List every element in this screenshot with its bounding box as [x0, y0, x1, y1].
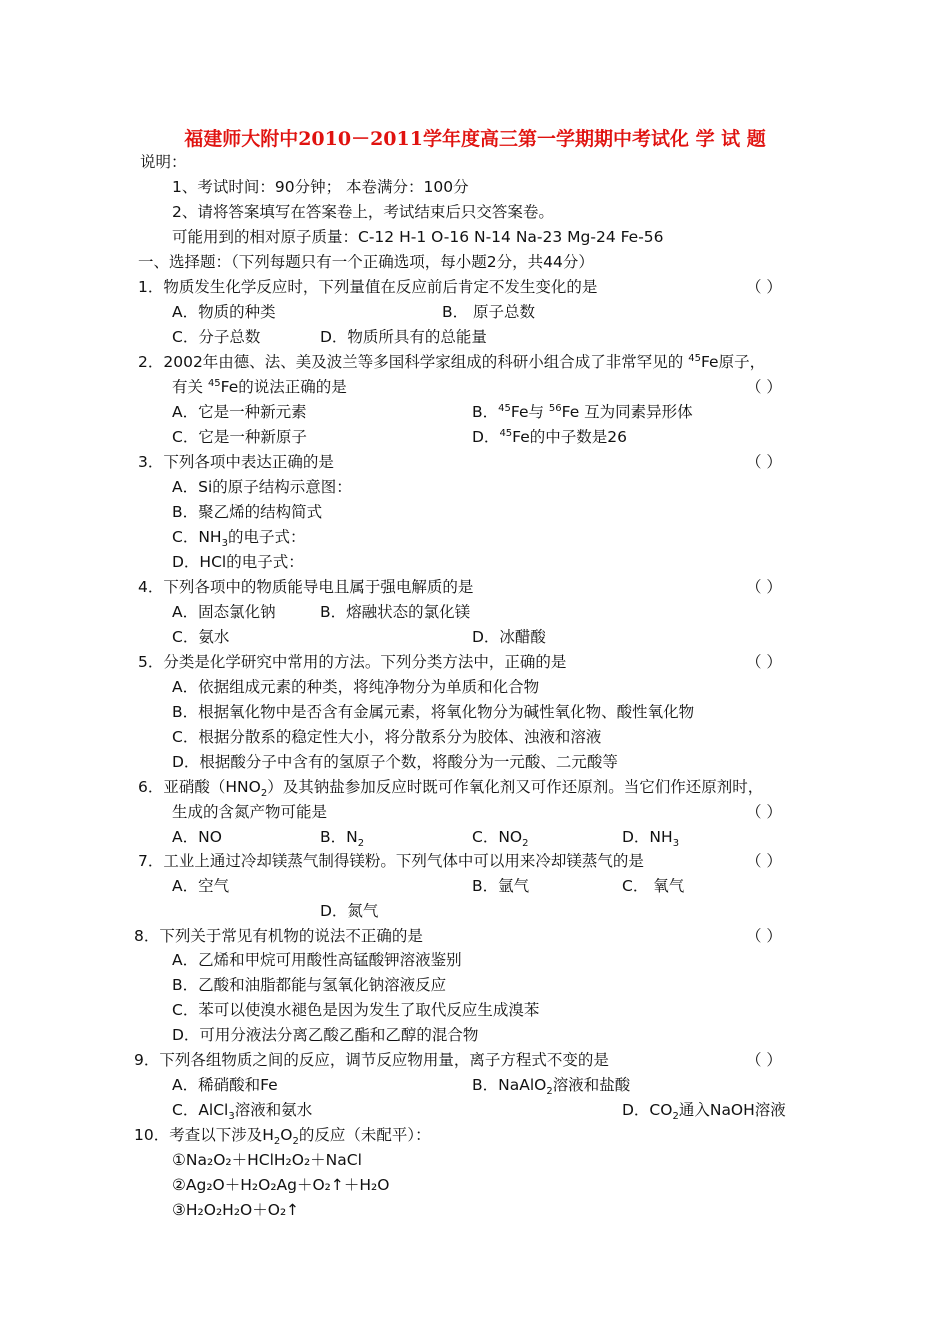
question-4-option-a: A．固态氯化钠	[172, 603, 276, 621]
question-6-option-c: C．$NO_2$	[472, 828, 529, 850]
question-2-stem: 2．2002年由德、法、美及波兰等多国科学家组成的科研小组合成了非常罕见的 $^{45}$Fe原子，	[138, 352, 766, 371]
question-2-option-a: A．它是一种新元素	[172, 403, 307, 421]
question-9-option-d: D．$CO_2$通入NaOH溶液	[622, 1101, 786, 1123]
question-8-option-b: B．乙酸和油脂都能与氢氧化钠溶液反应	[172, 976, 447, 994]
question-4-stem: 4．下列各项中的物质能导电且属于强电解质的是	[138, 578, 474, 596]
question-10-reaction-3: ③H₂O₂H₂O＋O₂↑	[172, 1201, 300, 1219]
question-2-option-b: B．$^{45}$Fe与 $^{56}$Fe 互为同素异形体	[472, 402, 693, 421]
question-2-option-c: C．它是一种新原子	[172, 428, 307, 446]
question-7-option-c: C． 氧气	[622, 877, 685, 895]
section-heading: 一、选择题：（下列每题只有一个正确选项，每小题2分，共44分）	[138, 253, 594, 271]
question-1-option-c: C．分子总数	[172, 328, 261, 346]
answer-bracket: （ ）	[746, 453, 782, 471]
question-10-stem: 10．考查以下涉及$H_2O_2$的反应（未配平）：	[134, 1126, 431, 1148]
intro-item-2: 2、请将答案填写在答案卷上，考试结束后只交答案卷。	[172, 203, 554, 221]
question-2-stem-line2: 有关 $^{45}$Fe的说法正确的是	[172, 377, 347, 396]
question-5-option-a: A．依据组成元素的种类，将纯净物分为单质和化合物	[172, 678, 540, 696]
intro-item-1: 1、考试时间：90分钟； 本卷满分：100分	[172, 178, 469, 196]
question-6-stem: 6．亚硝酸$(HNO_2)$及其钠盐参加反应时既可作氧化剂又可作还原剂。当它们作还原剂时，	[138, 778, 764, 800]
question-9-stem: 9．下列各组物质之间的反应，调节反应物用量，离子方程式不变的是	[134, 1051, 609, 1069]
question-3-option-d: D．HCl的电子式：	[172, 553, 304, 571]
question-3-stem: 3．下列各项中表达正确的是	[138, 453, 334, 471]
question-7-option-b: B．氩气	[472, 877, 530, 895]
answer-bracket: （ ）	[746, 1051, 782, 1069]
question-1-stem: 1．物质发生化学反应时，下列量值在反应前后肯定不发生变化的是	[138, 278, 598, 296]
answer-bracket: （ ）	[746, 927, 782, 945]
intro-label: 说明：	[140, 153, 187, 171]
question-4-option-c: C．氨水	[172, 628, 230, 646]
question-4-option-b: B．熔融状态的氯化镁	[320, 603, 471, 621]
intro-atomic-mass: 可能用到的相对原子质量：C-12 H-1 O-16 N-14 Na-23 Mg-24 Fe-56	[172, 228, 664, 246]
question-7-stem: 7．工业上通过冷却镁蒸气制得镁粉。下列气体中可以用来冷却镁蒸气的是	[138, 852, 644, 870]
question-8-option-d: D．可用分液法分离乙酸乙酯和乙醇的混合物	[172, 1026, 479, 1044]
question-5-option-c: C．根据分散系的稳定性大小，将分散系分为胶体、浊液和溶液	[172, 728, 602, 746]
answer-bracket: （ ）	[746, 803, 782, 821]
question-3-option-c: C．$NH_3$的电子式：	[172, 528, 306, 550]
question-5-option-d: D．根据酸分子中含有的氢原子个数，将酸分为一元酸、二元酸等	[172, 753, 618, 771]
question-1-option-b: B． 原子总数	[442, 303, 536, 321]
question-3-option-b: B．聚乙烯的结构简式	[172, 503, 323, 521]
question-6-option-b: B．$N_2$	[320, 828, 365, 850]
question-1-option-a: A．物质的种类	[172, 303, 276, 321]
answer-bracket: （ ）	[746, 653, 782, 671]
question-9-option-b: B．NaAlO$_2$溶液和盐酸	[472, 1076, 631, 1098]
answer-bracket: （ ）	[746, 378, 782, 396]
question-9-option-a: A．稀硝酸和Fe	[172, 1076, 278, 1094]
question-5-stem: 5．分类是化学研究中常用的方法。下列分类方法中，正确的是	[138, 653, 567, 671]
question-6-stem-line2: 生成的含氮产物可能是	[172, 803, 328, 821]
answer-bracket: （ ）	[746, 578, 782, 596]
answer-bracket: （ ）	[746, 852, 782, 870]
question-10-reaction-1: ①Na₂O₂＋HClH₂O₂＋NaCl	[172, 1151, 362, 1169]
question-8-option-c: C．苯可以使溴水褪色是因为发生了取代反应生成溴苯	[172, 1001, 540, 1019]
question-3-option-a: A．Si的原子结构示意图：	[172, 478, 352, 496]
question-8-option-a: A．乙烯和甲烷可用酸性高锰酸钾溶液鉴别	[172, 951, 462, 969]
question-4-option-d: D．冰醋酸	[472, 628, 546, 646]
question-2-option-d: D．$^{45}$Fe的中子数是26	[472, 427, 627, 446]
question-6-option-d: D．$NH_3$	[622, 828, 680, 850]
question-9-option-c: C．AlCl$_3$溶液和氨水	[172, 1101, 313, 1123]
question-7-option-a: A．空气	[172, 877, 230, 895]
question-8-stem: 8．下列关于常见有机物的说法不正确的是	[134, 927, 423, 945]
page-title: 福建师大附中2010－2011学年度高三第一学期期中考试化 学 试 题	[184, 128, 766, 150]
question-6-option-a: A．NO	[172, 828, 222, 846]
question-5-option-b: B．根据氧化物中是否含有金属元素，将氧化物分为碱性氧化物、酸性氧化物	[172, 703, 695, 721]
question-10-reaction-2: ②Ag₂O＋H₂O₂Ag＋O₂↑＋H₂O	[172, 1176, 390, 1194]
question-1-option-d: D．物质所具有的总能量	[320, 328, 487, 346]
question-7-option-d: D．氮气	[320, 902, 379, 920]
answer-bracket: （ ）	[746, 278, 782, 296]
